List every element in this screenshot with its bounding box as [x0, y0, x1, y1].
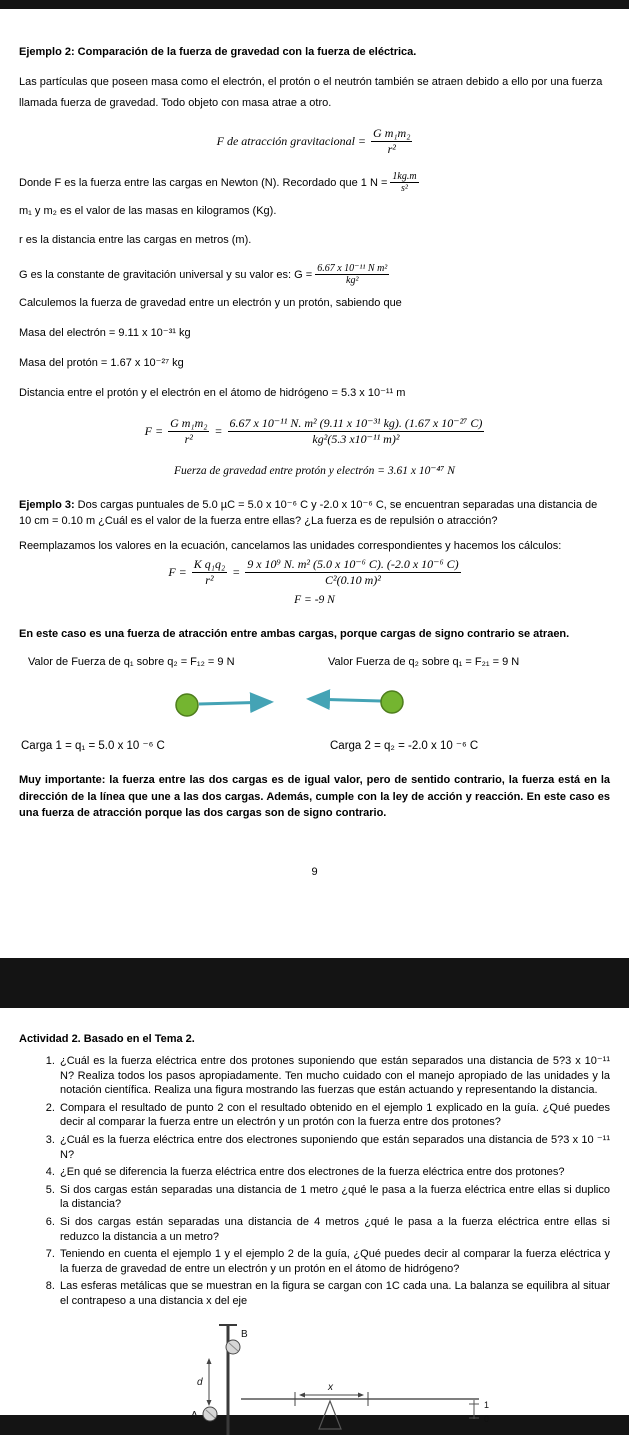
fraction-numerator: 1kg.m — [392, 171, 417, 182]
where-m-line: m₁ y m₂ es el valor de las masas en kilogramos (Kg). — [19, 205, 277, 217]
example3-text: Dos cargas puntuales de 5.0 µC = 5.0 x 10⁻⁶ C y -2.0 x 10⁻⁶ C, se encuentran separadas una distancia de 10 cm = 0.10 m ¿Cuál es el valor de la fuerza entre ellas? ¿La fuerza es de repulsión o atracción? — [19, 499, 598, 527]
charge2-sphere — [381, 691, 403, 713]
fraction-numerator: G m₁m₂ — [373, 126, 411, 140]
activity-item-7 — [58, 1247, 610, 1276]
example2-title: Ejemplo 2: Comparación de la fuerza de gravedad con la fuerza de eléctrica. — [19, 46, 417, 58]
activity-item-text: ¿En qué se diferencia la fuerza eléctrica entre dos electrones de la fuerza eléctrica entre dos protones? — [60, 1166, 565, 1179]
fraction-numerator: K q₁q₂ — [193, 557, 226, 571]
fraction-denominator: r² — [387, 142, 396, 156]
activity-item-6 — [58, 1215, 610, 1244]
activity2-title: Actividad 2. Basado en el Tema 2. — [19, 1033, 195, 1045]
mass-electron-line: Masa del electrón = 9.11 x 10⁻³¹ kg — [19, 327, 191, 339]
mass-proton-line: Masa del protón = 1.67 x 10⁻²⁷ kg — [19, 357, 184, 369]
activity-item-text: ¿Cuál es la fuerza eléctrica entre dos electrones suponiendo que están separados una distancia de 5?3 x 10 ⁻¹¹ N? — [60, 1133, 610, 1161]
calc-formula-numeric-fraction — [228, 416, 485, 447]
force-result-line — [19, 594, 610, 606]
calc-intro-line: Calculemos la fuerza de gravedad entre un electrón y un protón, sabiendo que — [19, 297, 402, 309]
coulomb-formula-equals: = — [232, 565, 241, 579]
where-r-line: r es la distancia entre las cargas en metros (m). — [19, 234, 252, 246]
gravity-result-line — [19, 463, 610, 477]
activity-item-text: ¿Cuál es la fuerza eléctrica entre dos protones suponiendo que están separados una distancia de 5?3 x 10⁻¹¹ N? Realiza todos los pasos apropiadamente. Ten mucho cuidado con el manejo apropiado de las unidades y la notación científica. Realiza una figura mostrando las fuerzas que están actuando y representando la distancia. — [60, 1055, 610, 1097]
example3-paragraph — [19, 497, 610, 529]
calc-formula-lhs: F = — [144, 424, 164, 438]
activity-item-text: Compara el resultado de punto 2 con el resultado obtenido en el ejemplo 1 explicado en la guía. ¿Qué puedes decir al comparar la fuerza entre un electrón y un protón con la fuerza entre dos protones? — [60, 1101, 610, 1129]
scale-1-label: 1 — [484, 1399, 490, 1410]
fraction-numerator: 9 x 10⁹ N. m² (5.0 x 10⁻⁶ C). (-2.0 x 10⁻⁶ C) — [247, 557, 459, 571]
activity-item-2 — [58, 1101, 610, 1130]
where-g-text: G es la constante de gravitación universal y su valor es: G = — [19, 268, 313, 281]
force-arrow-f12 — [199, 702, 271, 704]
activity-item-text: Las esferas metálicas que se muestran en la figura se cargan con 1C cada una. La balanza se equilibra al situar el contrapeso a una distancia x del eje — [60, 1280, 610, 1307]
coulomb-formula-lhs: F = — [168, 565, 187, 579]
gravitation-formula — [19, 126, 610, 157]
activity-item-4 — [58, 1165, 610, 1180]
document-viewer — [0, 9, 629, 1429]
balance-apparatus-figure — [19, 1317, 610, 1435]
fraction-numerator: G m₁m₂ — [170, 416, 208, 430]
gravity-calculation-formula — [19, 416, 610, 447]
fraction-denominator: s² — [401, 183, 408, 194]
charge-arrows-figure — [19, 676, 610, 730]
activity-item-3 — [58, 1133, 610, 1162]
important-note: Muy importante: la fuerza entre las dos cargas es de igual valor, pero de sentido contrario, la fuerza está en la dirección de la línea que une a las dos cargas. Además, cumple con la ley de acción y reacción. En este caso es una fuerza de atracción porque las dos cargas son de signo contrario. — [19, 774, 610, 819]
example3-label: Ejemplo 3: — [19, 499, 75, 511]
force-result-text: F = -9 N — [294, 594, 335, 606]
attraction-note: En este caso es una fuerza de atracción entre ambas cargas, porque cargas de signo contrario se atraen. — [19, 628, 570, 640]
charge1-label: Carga 1 = q₁ = 5.0 x 10 ⁻⁶ C — [21, 740, 165, 752]
force-arrow-f21 — [309, 699, 381, 701]
fraction-numerator: 6.67 x 10⁻¹¹ N. m² (9.11 x 10⁻³¹ kg). (1.67 x 10⁻²⁷ C) — [229, 416, 483, 430]
force-f12-label: Valor de Fuerza de q₁ sobre q₂ = F₁₂ = 9 N — [28, 656, 235, 668]
activity-item-8 — [58, 1279, 610, 1308]
where-f-line — [19, 171, 610, 194]
activity-item-text: Si dos cargas están separadas una distancia de 1 metro ¿qué le pasa a la fuerza eléctrica entre ellas si duplico la distancia? — [60, 1183, 610, 1211]
coulomb-formula-symbolic-fraction — [192, 557, 227, 588]
activity-item-text: Teniendo en cuenta el ejemplo 1 y el ejemplo 2 de la guía, ¿Qué puedes decir al comparar la fuerza eléctrica y la fuerza de gravedad de entre un electrón y un protón en el átomo de hidrógeno? — [60, 1248, 610, 1275]
page-number: 9 — [311, 865, 318, 878]
charge2-label: Carga 2 = q₂ = -2.0 x 10 ⁻⁶ C — [330, 740, 479, 752]
gravity-result-text: Fuerza de gravedad entre protón y electrón = 3.61 x 10⁻⁴⁷ N — [174, 465, 455, 477]
hydrogen-distance-line: Distancia entre el protón y el electrón en el átomo de hidrógeno = 5.3 x 10⁻¹¹ m — [19, 387, 406, 399]
fraction-denominator: r² — [205, 573, 214, 587]
gravitation-formula-fraction — [371, 126, 412, 157]
force-f21-label: Valor Fuerza de q₂ sobre q₁ = F₂₁ = 9 N — [328, 656, 520, 668]
d-label: d — [197, 1376, 203, 1388]
charge1-sphere — [176, 694, 198, 716]
activity-item-1 — [58, 1054, 610, 1098]
page-1 — [0, 9, 629, 958]
intro-paragraph: Las partículas que poseen masa como el electrón, el protón o el neutrón también se atraen debido a ello por una fuerza llamada fuerza de gravedad. Todo objeto con masa atrae a otro. — [19, 76, 603, 109]
fraction-denominator: r² — [184, 432, 193, 446]
calc-formula-symbolic-fraction — [168, 416, 209, 447]
fraction-denominator: kg² — [346, 275, 359, 286]
coulomb-formula-numeric-fraction — [245, 557, 460, 588]
page-separator — [0, 958, 629, 1008]
page-2 — [0, 1008, 629, 1424]
newton-unit-fraction — [390, 171, 418, 194]
sphere-a-label: A — [191, 1409, 198, 1421]
sphere-b-label: B — [241, 1328, 248, 1340]
activity-list — [19, 1054, 610, 1309]
scale-0-label: 0 — [484, 1413, 490, 1424]
fulcrum-triangle — [319, 1401, 341, 1429]
charge-diagram — [19, 656, 610, 760]
where-f-text: Donde F es la fuerza entre las cargas en Newton (N). Recordado que 1 N = — [19, 176, 388, 189]
where-g-line — [19, 263, 610, 286]
activity-item-text: Si dos cargas están separadas una distancia de 4 metros ¿qué le pasa a la fuerza eléctrica entre ellas si reduzco la distancia a un metro? — [60, 1215, 610, 1243]
g-constant-fraction — [315, 263, 389, 286]
fraction-numerator: 6.67 x 10⁻¹¹ N m² — [317, 263, 388, 274]
x-distance-label: x — [328, 1381, 333, 1393]
replace-line: Reemplazamos los valores en la ecuación, cancelamos las unidades correspondientes y hacemos los cálculos: — [19, 540, 562, 552]
gravitation-formula-lhs: F de atracción gravitacional = — [216, 134, 367, 148]
coulomb-calculation-formula — [19, 557, 610, 588]
fraction-denominator: kg²(5.3 x10⁻¹¹ m)² — [312, 432, 400, 446]
activity-item-5 — [58, 1183, 610, 1212]
fraction-denominator: C²(0.10 m)² — [325, 573, 381, 587]
calc-formula-equals: = — [214, 424, 223, 438]
